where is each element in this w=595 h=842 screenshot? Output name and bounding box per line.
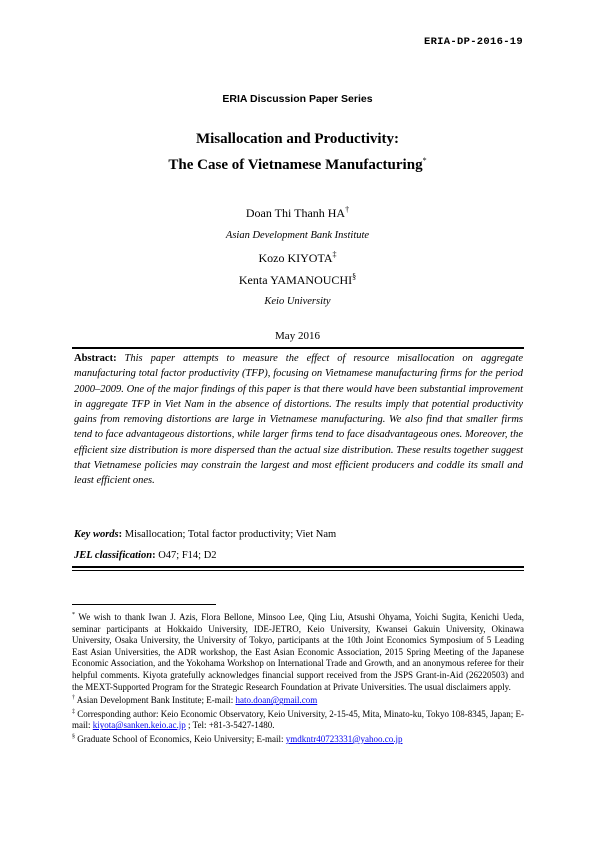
footnote-3-mark: ‡ <box>72 708 76 715</box>
abstract-label: Abstract: <box>74 353 117 364</box>
keywords-sep: : <box>118 529 123 540</box>
abstract-bottom-rule <box>72 566 524 568</box>
footnote-acknowledgements <box>72 610 524 693</box>
jel-label: JEL classification <box>74 550 153 561</box>
series-id: ERIA-DP-2016-19 <box>423 36 523 48</box>
author-2-mark: ‡ <box>332 250 337 259</box>
author-3-mark: § <box>352 272 357 281</box>
series-name: ERIA Discussion Paper Series <box>222 93 373 105</box>
jel-sep: : <box>152 550 156 561</box>
author-1 <box>0 205 595 221</box>
email-link-yamanouchi[interactable]: ymdkntr40723331@yahoo.co.jp <box>285 733 403 744</box>
email-link-ha[interactable]: hato.doan@gmail.com <box>235 695 318 706</box>
author-3 <box>0 272 595 288</box>
abstract <box>74 351 523 489</box>
affiliation-keio: Keio University <box>264 296 331 307</box>
footnotes <box>72 610 524 746</box>
author-2-name: Kozo KIYOTA <box>258 251 333 265</box>
footnote-4-mark: § <box>72 733 75 740</box>
jel-classification <box>74 550 524 561</box>
keywords <box>74 529 524 540</box>
author-1-name: Doan Thi Thanh HA <box>245 206 346 220</box>
title-line-2-text: The Case of Vietnamese Manufacturing <box>168 157 423 173</box>
author-1-mark: † <box>345 205 350 214</box>
footnote-3-tail: ; Tel: +81-3-5427-1480. <box>185 720 275 731</box>
title-footnote-mark: * <box>422 156 427 165</box>
footnote-ha <box>72 693 524 707</box>
abstract-bottom-rule-2 <box>72 570 524 571</box>
title-line-2 <box>0 156 595 174</box>
keywords-label: Key words <box>74 529 119 540</box>
email-link-kiyota[interactable]: kiyota@sanken.keio.ac.jp <box>92 720 186 731</box>
abstract-top-rule <box>72 347 524 349</box>
footnote-2-text: Asian Development Bank Institute; E-mail: <box>75 695 236 706</box>
footnote-2-mark: † <box>72 695 75 702</box>
jel-text: O47; F14; D2 <box>155 550 217 561</box>
abstract-text: This paper attempts to measure the effect of resource misallocation on aggregate manufacturing total factor productivity (TFP), focusing on Vietnamese manufacturing firms for the period 2000–2009. One of the major findings of this paper is that there would have been substantial improvement in aggregate TFP in Viet Nam in the absence of distortions. The results imply that potential productivity gains from removing distortions are large in Vietnamese manufacturing. We also find that smaller firms tend to face advantageous distortions, while larger firms tend to face disadvantageous ones. Moreover, the efficient size distribution is more dispersed than the actual size distribution. These results together suggest that Vietnamese policies may constrain the largest and most efficient producers and coddle its small and least efficient ones. <box>74 353 524 487</box>
footnote-3-text: Corresponding author: Keio Economic Observatory, Keio University, 2-15-45, Mita, Minato-ku, Tokyo 108-8345, Japan; E-mail: <box>72 708 524 731</box>
title-line-1: Misallocation and Productivity: <box>195 131 400 147</box>
author-3-name: Kenta YAMANOUCHI <box>238 273 353 287</box>
affiliation-adbi: Asian Development Bank Institute <box>225 230 370 241</box>
footnote-yamanouchi <box>72 732 524 746</box>
footnote-kiyota <box>72 707 524 732</box>
author-2 <box>0 250 595 266</box>
footnote-4-text: Graduate School of Economics, Keio University; E-mail: <box>75 733 286 744</box>
publication-date: May 2016 <box>275 330 320 342</box>
footnote-1-text: We wish to thank Iwan J. Azis, Flora Bellone, Minsoo Lee, Qing Liu, Atsushi Ohyama, Yoichi Sugita, Kenichi Ueda, seminar participants at Hokkaido University, IDE-JETRO, Keio University, Kwansei Gakuin University, Okinawa University, Osaka University, the University of Tokyo, participants at the 10th Joint Economics Symposium of 5 Leading East Asian Universities, the ADR workshop, the East Asian Economic Association, 2015 Spring Meeting of the Japanese Economic Association, and the Yokohama Workshop on International Trade and Growth, and an anonymous referee for their helpful comments. Kiyota gratefully acknowledges financial support received from the JSPS Grant-in-Aid (26220503) and the MEXT-Supported Program for the Strategic Research Foundation at Private Universities. The usual disclaimers apply. <box>72 612 524 692</box>
keywords-text: Misallocation; Total factor productivity; Viet Nam <box>122 529 337 540</box>
footnote-separator <box>72 604 216 605</box>
footnote-1-mark: * <box>72 612 75 618</box>
